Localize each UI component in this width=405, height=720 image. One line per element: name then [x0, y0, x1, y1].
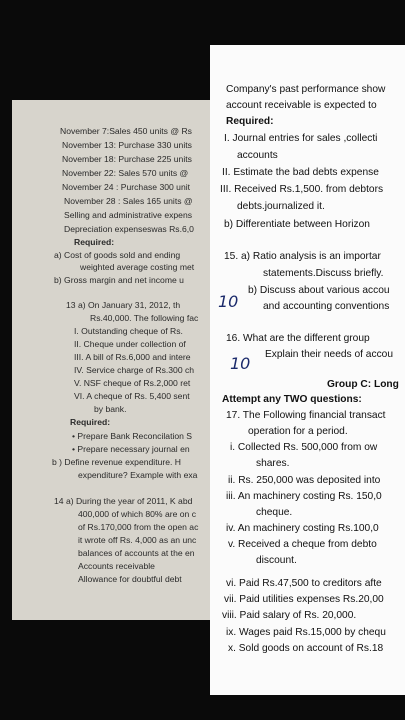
back-line: • Prepare Bank Reconcilation S	[72, 431, 193, 441]
front-line: statements.Discuss briefly.	[263, 268, 384, 279]
front-required-heading: Required:	[226, 116, 274, 127]
back-line: November 24 : Purchase 300 unit	[62, 182, 191, 192]
front-line: and accounting conventions	[263, 301, 390, 312]
back-line: Accounts receivable	[78, 561, 155, 571]
front-line: Explain their needs of accou	[265, 349, 393, 360]
back-required-heading: Required:	[74, 237, 115, 247]
back-line: 14 a) During the year of 2011, K abd	[54, 496, 193, 506]
back-line: I. Outstanding cheque of Rs.	[74, 326, 183, 336]
front-line: ii. Rs. 250,000 was deposited into	[228, 475, 381, 486]
front-line: 15. a) Ratio analysis is an importar	[224, 251, 381, 262]
back-line: Selling and administrative expens	[64, 210, 193, 220]
front-line: x. Sold goods on account of Rs.18	[228, 643, 384, 654]
back-line: II. Cheque under collection of	[74, 339, 186, 349]
front-line: vii. Paid utilities expenses Rs.20,00	[224, 594, 384, 605]
front-line: iii. An machinery costing Rs. 150,0	[226, 491, 382, 502]
front-line: cheque.	[256, 507, 293, 518]
front-line: Company's past performance show	[226, 84, 386, 95]
back-line: 13 a) On January 31, 2012, th	[66, 300, 181, 310]
handwritten-mark-15: 10	[218, 292, 239, 311]
front-line: account receivable is expected to	[226, 100, 377, 111]
front-line: discount.	[256, 555, 297, 566]
back-line: November 22: Sales 570 units @	[62, 168, 189, 178]
back-line: balances of accounts at the en	[78, 548, 195, 558]
front-line: b) Discuss about various accou	[248, 285, 390, 296]
back-line: V. NSF cheque of Rs.2,000 ret	[74, 378, 191, 388]
back-line: a) Cost of goods sold and ending	[54, 250, 181, 260]
back-line: VI. A cheque of Rs. 5,400 sent	[74, 391, 190, 401]
back-line: of Rs.170,000 from the open ac	[78, 522, 199, 532]
back-line: November 18: Purchase 225 units	[62, 154, 192, 164]
back-line: III. A bill of Rs.6,000 and intere	[74, 352, 191, 362]
front-line: b) Differentiate between Horizon	[224, 219, 370, 230]
front-line: ix. Wages paid Rs.15,000 by chequ	[226, 627, 386, 638]
back-line: b ) Define revenue expenditure. H	[52, 457, 181, 467]
front-line: operation for a period.	[248, 426, 348, 437]
front-line: shares.	[256, 458, 290, 469]
front-line: I. Journal entries for sales ,collecti	[224, 133, 378, 144]
back-line: IV. Service charge of Rs.300 ch	[74, 365, 195, 375]
back-line: b) Gross margin and net income u	[54, 275, 184, 285]
back-line: Depreciation expenseswas Rs.6,0	[64, 224, 194, 234]
front-line: accounts	[237, 150, 278, 161]
back-line: November 28 : Sales 165 units @	[64, 196, 193, 206]
front-line: viii. Paid salary of Rs. 20,000.	[222, 610, 357, 621]
front-line: II. Estimate the bad debts expense	[222, 167, 379, 178]
front-line: debts.journalized it.	[237, 201, 325, 212]
back-line: weighted average costing met	[80, 262, 195, 272]
back-line: Allowance for doubtful debt	[78, 574, 182, 584]
handwritten-mark-16: 10	[230, 354, 251, 373]
back-line: November 7:Sales 450 units @ Rs	[60, 126, 192, 136]
group-c-heading: Group C: Long	[327, 379, 399, 390]
front-line: III. Received Rs.1,500. from debtors	[220, 184, 384, 195]
back-line: November 13: Purchase 330 units	[62, 140, 192, 150]
back-line: by bank.	[94, 404, 127, 414]
back-line: Rs.40,000. The following fac	[90, 313, 199, 323]
front-line: iv. An machinery costing Rs.100,0	[226, 523, 379, 534]
front-line: v. Received a cheque from debto	[228, 539, 377, 550]
attempt-instruction: Attempt any TWO questions:	[222, 394, 362, 405]
back-line: • Prepare necessary journal en	[72, 444, 190, 454]
back-required-heading: Required:	[70, 417, 111, 427]
front-line: i. Collected Rs. 500,000 from ow	[230, 442, 378, 453]
back-exam-sheet	[12, 100, 227, 620]
front-line: 16. What are the different group	[226, 333, 370, 344]
back-line: 400,000 of which 80% are on c	[78, 509, 197, 519]
front-line: vi. Paid Rs.47,500 to creditors afte	[226, 578, 382, 589]
back-line: expenditure? Example with exa	[78, 470, 198, 480]
front-line: 17. The Following financial transact	[226, 410, 386, 421]
back-line: it wrote off Rs. 4,000 as an unc	[78, 535, 197, 545]
